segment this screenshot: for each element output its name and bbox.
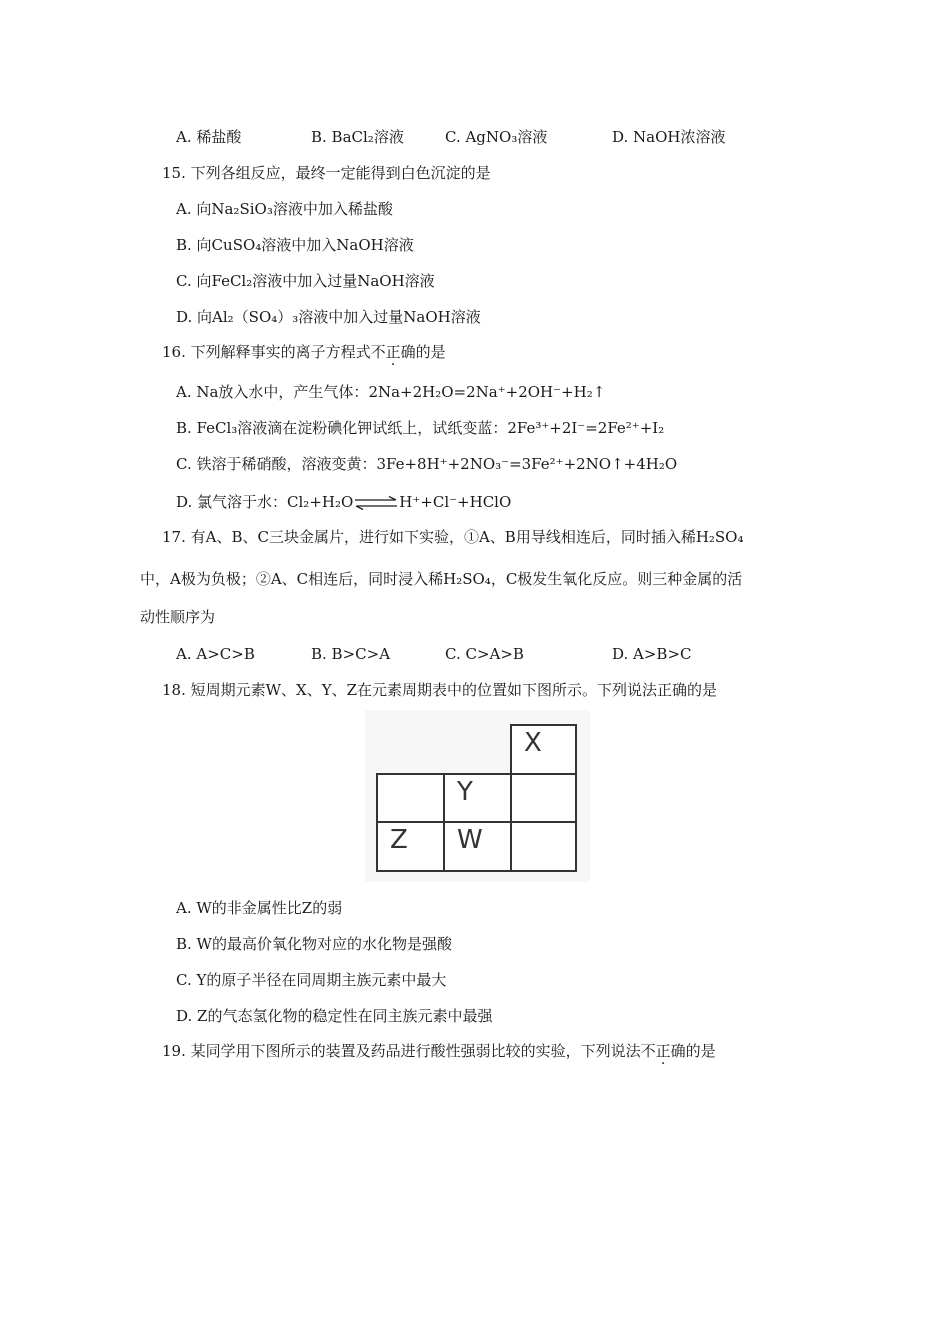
cell-z — [376, 821, 445, 872]
cell-y — [443, 773, 512, 823]
cell-row3-col3 — [510, 821, 577, 872]
q17-option-d: D. A>B>C — [612, 645, 692, 663]
q18-option-a: A. W的非金属性比Z的弱 — [176, 899, 343, 917]
q17-stem-line-2: 中，A极为负极；②A、C相连后，同时浸入稀H₂SO₄，C极发生氧化反应。则三种金属的活 — [140, 570, 743, 588]
q14-option-b: B. BaCl₂溶液 — [311, 128, 404, 146]
element-z-label: Z — [390, 825, 408, 855]
q16-option-c: C. 铁溶于稀硝酸，溶液变黄：3Fe+8H⁺+2NO₃⁻=3Fe²⁺+2NO↑+4H₂O — [176, 455, 678, 473]
q16-emph-text: 不正确 — [370, 343, 416, 361]
q16-stem-emphasis — [371, 343, 416, 361]
q19-stem-end: 的是 — [685, 1042, 716, 1060]
q19-stem-text: 19. 某同学用下图所示的装置及药品进行酸性强弱比较的实验，下列说法 — [162, 1042, 641, 1060]
q14-option-a: A. 稀盐酸 — [176, 128, 242, 146]
q19-stem-emphasis — [641, 1042, 686, 1060]
cell-row2-col3 — [510, 773, 577, 823]
q17-option-c: C. C>A>B — [445, 645, 524, 663]
q15-option-d: D. 向Al₂（SO₄）₃溶液中加入过量NaOH溶液 — [176, 308, 481, 326]
cell-x — [510, 724, 577, 775]
q17-stem-line-1: 17. 有A、B、C三块金属片，进行如下实验，①A、B用导线相连后，同时插入稀H₂SO₄ — [162, 528, 744, 546]
element-w-label: W — [457, 825, 483, 855]
q16-option-b: B. FeCl₃溶液滴在淀粉碘化钾试纸上，试纸变蓝：2Fe³⁺+2I⁻=2Fe²⁺+I₂ — [176, 419, 665, 437]
equilibrium-arrow-icon — [353, 496, 399, 510]
q14-option-c: C. AgNO₃溶液 — [445, 128, 548, 146]
q18-stem: 18. 短周期元素W、X、Y、Z在元素周期表中的位置如下图所示。下列说法正确的是 — [162, 681, 718, 699]
q15-option-a: A. 向Na₂SiO₃溶液中加入稀盐酸 — [176, 200, 393, 218]
q17-option-a: A. A>C>B — [176, 645, 255, 663]
q16-stem — [162, 342, 446, 362]
q18-option-c: C. Y的原子半径在同周期主族元素中最大 — [176, 971, 447, 989]
q15-option-b: B. 向CuSO₄溶液中加入NaOH溶液 — [176, 236, 414, 254]
q16-stem-text: 16. 下列解释事实的离子方程式 — [162, 343, 371, 361]
q15-stem: 15. 下列各组反应，最终一定能得到白色沉淀的是 — [162, 164, 491, 182]
element-y-label: Y — [457, 777, 473, 807]
q16-option-d-left: D. 氯气溶于水：Cl₂+H₂O — [176, 493, 354, 511]
q16-option-d — [176, 492, 511, 512]
element-x-label: X — [524, 728, 542, 758]
q18-option-d: D. Z的气态氢化物的稳定性在同主族元素中最强 — [176, 1007, 493, 1025]
periodic-table-figure — [365, 710, 590, 882]
cell-row2-col1 — [376, 773, 445, 823]
q19-emph-text: 不正确 — [640, 1042, 686, 1060]
q18-option-b: B. W的最高价氧化物对应的水化物是强酸 — [176, 935, 452, 953]
q16-stem-end: 的是 — [415, 343, 446, 361]
q17-option-b: B. B>C>A — [311, 645, 391, 663]
q16-option-d-right: H⁺+Cl⁻+HClO — [399, 493, 512, 511]
q19-stem — [162, 1041, 716, 1061]
q17-stem-line-3: 动性顺序为 — [140, 608, 216, 626]
q15-option-c: C. 向FeCl₂溶液中加入过量NaOH溶液 — [176, 272, 435, 290]
q16-option-a: A. Na放入水中，产生气体：2Na+2H₂O=2Na⁺+2OH⁻+H₂↑ — [176, 383, 606, 401]
cell-w — [443, 821, 512, 872]
q14-option-d: D. NaOH浓溶液 — [612, 128, 726, 146]
